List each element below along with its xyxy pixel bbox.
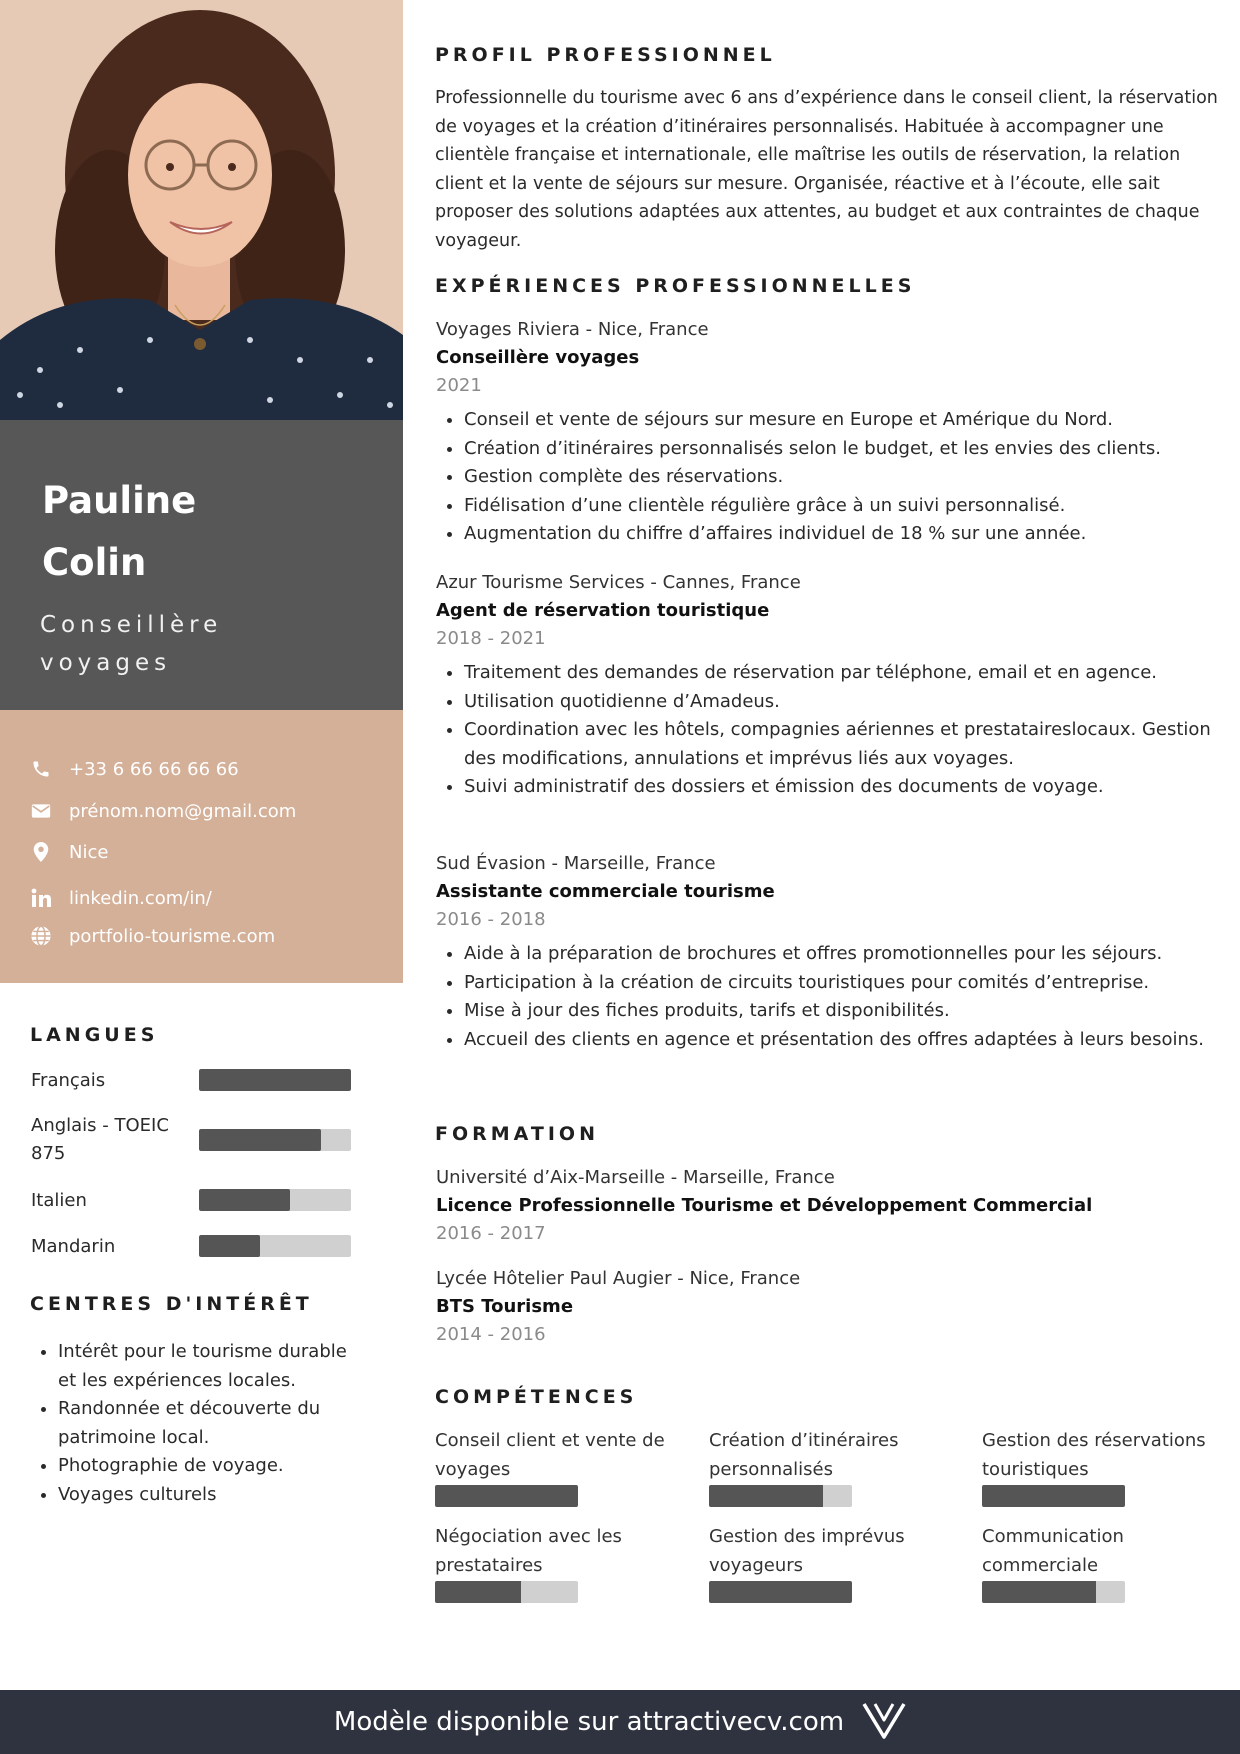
- language-level-bar: [199, 1069, 351, 1091]
- contact-linkedin[interactable]: [30, 883, 212, 913]
- experience-bullet: • Augmentation du chiffre d’affaires individuel de 18 % sur une année.: [464, 520, 1240, 549]
- language-name: Français: [31, 1070, 106, 1091]
- contact-phone-text: +33 6 66 66 66 66: [69, 758, 239, 780]
- experience-bullet: • Coordination avec les hôtels, compagnies aériennes et prestataireslocaux. Gestion des modifications, annulations et imprévus liés aux voyages.: [464, 716, 1240, 773]
- interest-item: • Randonnée et découverte du patrimoine local.: [58, 1395, 363, 1452]
- language-name: Italien: [31, 1190, 87, 1211]
- skill-name: Négociation avec les prestataires: [435, 1526, 622, 1576]
- contact-website[interactable]: [30, 921, 275, 951]
- contact-email-text: prénom.nom@gmail.com: [69, 800, 297, 822]
- globe-icon: [30, 925, 52, 947]
- experience-company: Sud Évasion - Marseille, France: [436, 853, 716, 874]
- interest-item: • Photographie de voyage.: [58, 1452, 363, 1481]
- interest-item: • Voyages culturels: [58, 1481, 363, 1510]
- first-name: Pauline: [42, 479, 197, 522]
- skill-level-bar: [709, 1485, 852, 1507]
- experience-bullet: • Utilisation quotidienne d’Amadeus.: [464, 688, 1240, 717]
- experience-dates: 2021: [436, 375, 482, 396]
- name-banner: [0, 420, 403, 710]
- language-name: Mandarin: [31, 1236, 116, 1257]
- contact-phone[interactable]: [30, 754, 239, 784]
- contact-location-text: Nice: [69, 841, 109, 863]
- experience-bullet: • Suivi administratif des dossiers et émission des documents de voyage.: [464, 773, 1240, 802]
- skill-name: Création d’itinéraires personnalisés: [709, 1430, 899, 1480]
- education-school: Lycée Hôtelier Paul Augier - Nice, France: [436, 1268, 801, 1289]
- skill-name: Gestion des imprévus voyageurs: [709, 1526, 905, 1576]
- footer-banner[interactable]: [0, 1690, 1240, 1754]
- language-name: Anglais - TOEIC 875: [31, 1115, 169, 1164]
- summary-title: PROFIL PROFESSIONNEL: [435, 44, 776, 66]
- attractivecv-logo-icon: [862, 1701, 906, 1743]
- experience-dates: 2018 - 2021: [436, 628, 546, 649]
- education-title: FORMATION: [435, 1123, 599, 1145]
- experience-bullet: • Création d’itinéraires personnalisés selon le budget, et les envies des clients.: [464, 435, 1240, 464]
- experience-company: Azur Tourisme Services - Cannes, France: [436, 572, 801, 593]
- experience-bullet: • Gestion complète des réservations.: [464, 463, 1240, 492]
- skill-name: Communication commerciale: [982, 1526, 1124, 1576]
- experience-bullets: [440, 406, 1240, 549]
- experience-title: EXPÉRIENCES PROFESSIONNELLES: [435, 275, 916, 297]
- experience-role: Agent de réservation touristique: [436, 600, 770, 621]
- phone-icon: [30, 758, 52, 780]
- job-title: [40, 606, 222, 682]
- email-icon: [30, 800, 52, 822]
- education-degree: Licence Professionnelle Tourisme et Développement Commercial: [436, 1195, 1093, 1216]
- experience-company: Voyages Riviera - Nice, France: [436, 319, 709, 340]
- experience-bullet: • Mise à jour des fiches produits, tarifs et disponibilités.: [464, 997, 1240, 1026]
- summary-text: Professionnelle du tourisme avec 6 ans d’expérience dans le conseil client, la réservation de voyages et la création d’itinéraires personnalisés. Habituée à accompagner une clientèle française et internationale, elle maîtrise les outils de réservation, la relation client et la vente de séjours sur mesure. Organisée, réactive et à l’écoute, elle sait proposer des solutions adaptées aux attentes, au budget et aux contraintes de chaque voyageur.: [435, 88, 1218, 251]
- skill-level-bar: [435, 1581, 578, 1603]
- education-degree: BTS Tourisme: [436, 1296, 574, 1317]
- skill-name: Gestion des réservations touristiques: [982, 1430, 1206, 1480]
- linkedin-icon: [30, 887, 52, 909]
- languages-title: LANGUES: [30, 1024, 159, 1046]
- experience-dates: 2016 - 2018: [436, 909, 546, 930]
- interest-item: • Intérêt pour le tourisme durable et les expériences locales.: [58, 1338, 363, 1395]
- experience-bullets: [440, 940, 1240, 1054]
- contact-panel: [0, 710, 403, 983]
- experience-role: Conseillère voyages: [436, 347, 640, 368]
- interests-title: CENTRES D'INTÉRÊT: [30, 1293, 313, 1315]
- skill-level-bar: [709, 1581, 852, 1603]
- skill-name: Conseil client et vente de voyages: [435, 1430, 665, 1480]
- experience-bullet: • Aide à la préparation de brochures et offres promotionnelles pour les séjours.: [464, 940, 1240, 969]
- job-title-line-1: Conseillère: [40, 612, 223, 638]
- experience-bullets: [440, 659, 1240, 802]
- experience-bullet: • Traitement des demandes de réservation par téléphone, email et en agence.: [464, 659, 1240, 688]
- interests-list: [33, 1338, 363, 1509]
- skill-level-bar: [982, 1485, 1125, 1507]
- experience-bullet: • Conseil et vente de séjours sur mesure en Europe et Amérique du Nord.: [464, 406, 1240, 435]
- contact-linkedin-text: linkedin.com/in/: [69, 887, 212, 909]
- skill-level-bar: [435, 1485, 578, 1507]
- experience-bullet: • Accueil des clients en agence et présentation des offres adaptées à leurs besoins.: [464, 1026, 1240, 1055]
- footer-text[interactable]: Modèle disponible sur attractivecv.com: [333, 1707, 845, 1737]
- education-school: Université d’Aix-Marseille - Marseille, France: [436, 1167, 835, 1188]
- education-dates: 2016 - 2017: [436, 1223, 546, 1244]
- language-level-bar: [199, 1189, 351, 1211]
- language-level-bar: [199, 1235, 351, 1257]
- education-dates: 2014 - 2016: [436, 1324, 546, 1345]
- contact-email[interactable]: [30, 796, 296, 826]
- skill-level-bar: [982, 1581, 1125, 1603]
- experience-role: Assistante commerciale tourisme: [436, 881, 775, 902]
- contact-website-text: portfolio-tourisme.com: [69, 925, 276, 947]
- job-title-line-2: voyages: [40, 650, 172, 676]
- contact-location: [30, 837, 108, 867]
- language-level-bar: [199, 1129, 351, 1151]
- skills-title: COMPÉTENCES: [435, 1386, 638, 1408]
- experience-bullet: • Fidélisation d’une clientèle régulière grâce à un suivi personnalisé.: [464, 492, 1240, 521]
- location-pin-icon: [30, 841, 52, 863]
- experience-bullet: • Participation à la création de circuits touristiques pour comités d’entreprise.: [464, 969, 1240, 998]
- last-name: Colin: [42, 541, 147, 584]
- profile-photo: [0, 0, 403, 420]
